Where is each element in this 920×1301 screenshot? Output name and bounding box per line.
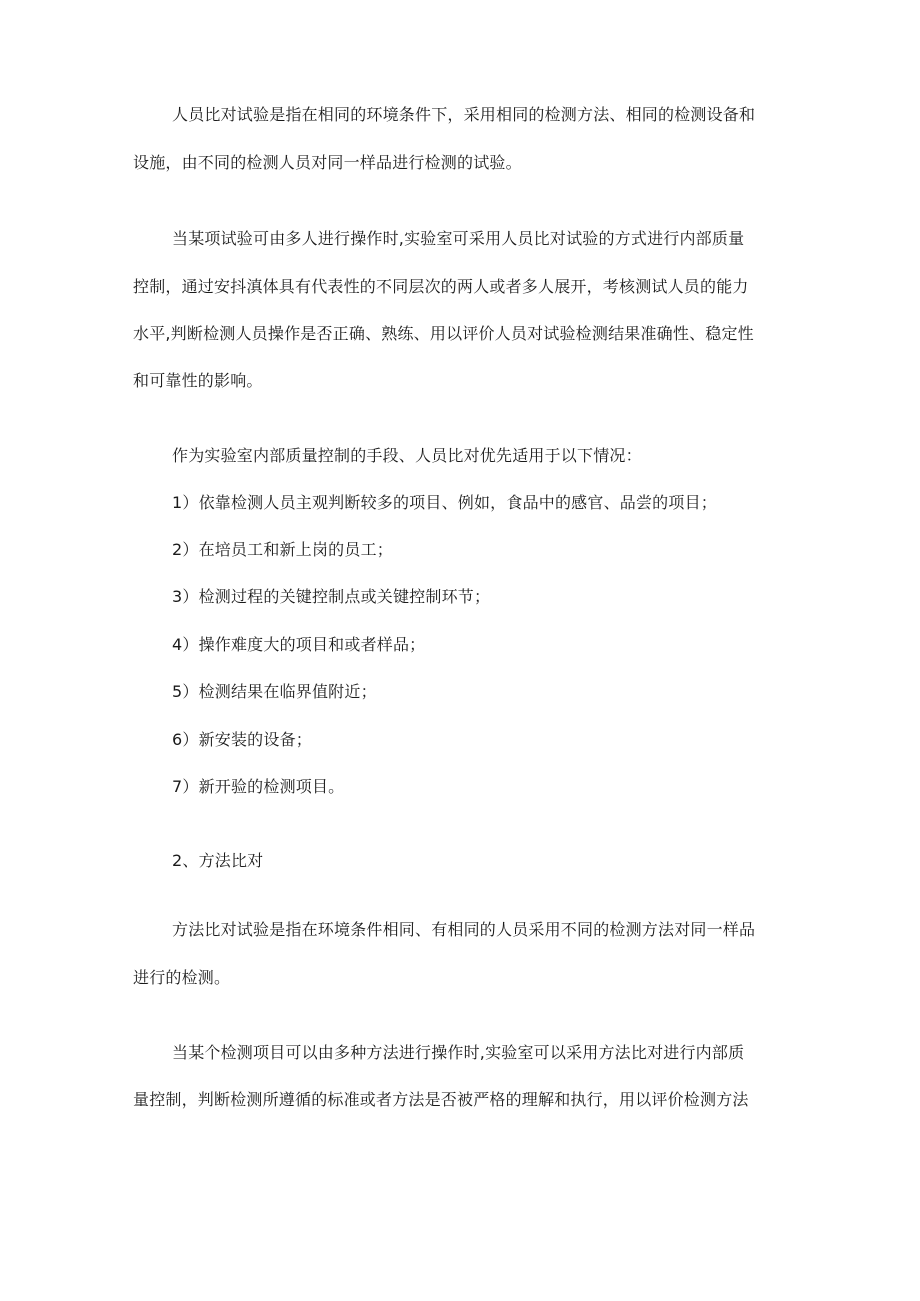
list-item-7: 7）新开验的检测项目。 — [172, 777, 345, 796]
list-item-1: 1）依靠检测人员主观判断较多的项目、例如，食品中的感官、品尝的项目； — [172, 493, 717, 512]
paragraph-4-line-1: 方法比对试验是指在环境条件相同、有相同的人员采用不同的检测方法对同一样品 — [172, 920, 756, 939]
paragraph-5-line-1: 当某个检测项目可以由多种方法进行操作时,实验室可以采用方法比对进行内部质 — [172, 1043, 745, 1062]
section-heading: 2、方法比对 — [172, 851, 264, 870]
list-item-6: 6）新安装的设备； — [172, 730, 312, 749]
paragraph-3-line-1: 作为实验室内部质量控制的手段、人员比对优先适用于以下情况： — [172, 446, 642, 465]
list-item-4: 4）操作难度大的项目和或者样品； — [172, 635, 426, 654]
list-item-3: 3）检测过程的关键控制点或关键控制环节； — [172, 587, 491, 606]
paragraph-5-line-2: 量控制，判断检测所遵循的标准或者方法是否被严格的理解和执行，用以评价检测方法 — [133, 1090, 749, 1109]
paragraph-2-line-3: 水平,判断检测人员操作是否正确、熟练、用以评价人员对试验检测结果准确性、稳定性 — [133, 324, 754, 343]
list-item-5: 5）检测结果在临界值附近； — [172, 682, 377, 701]
paragraph-1-line-1: 人员比对试验是指在相同的环境条件下，采用相同的检测方法、相同的检测设备和 — [172, 105, 756, 124]
paragraph-2-line-1: 当某项试验可由多人进行操作时,实验室可采用人员比对试验的方式进行内部质量 — [172, 229, 745, 248]
list-item-2: 2）在培员工和新上岗的员工； — [172, 540, 393, 559]
paragraph-4-line-2: 进行的检测。 — [133, 968, 231, 987]
paragraph-2-line-4: 和可靠性的影响。 — [133, 371, 263, 390]
paragraph-2-line-2: 控制，通过安抖滇体具有代表性的不同层次的两人或者多人展开，考核测试人员的能力 — [133, 277, 749, 296]
paragraph-1-line-2: 设施，由不同的检测人员对同一样品进行检测的试验。 — [133, 153, 522, 172]
